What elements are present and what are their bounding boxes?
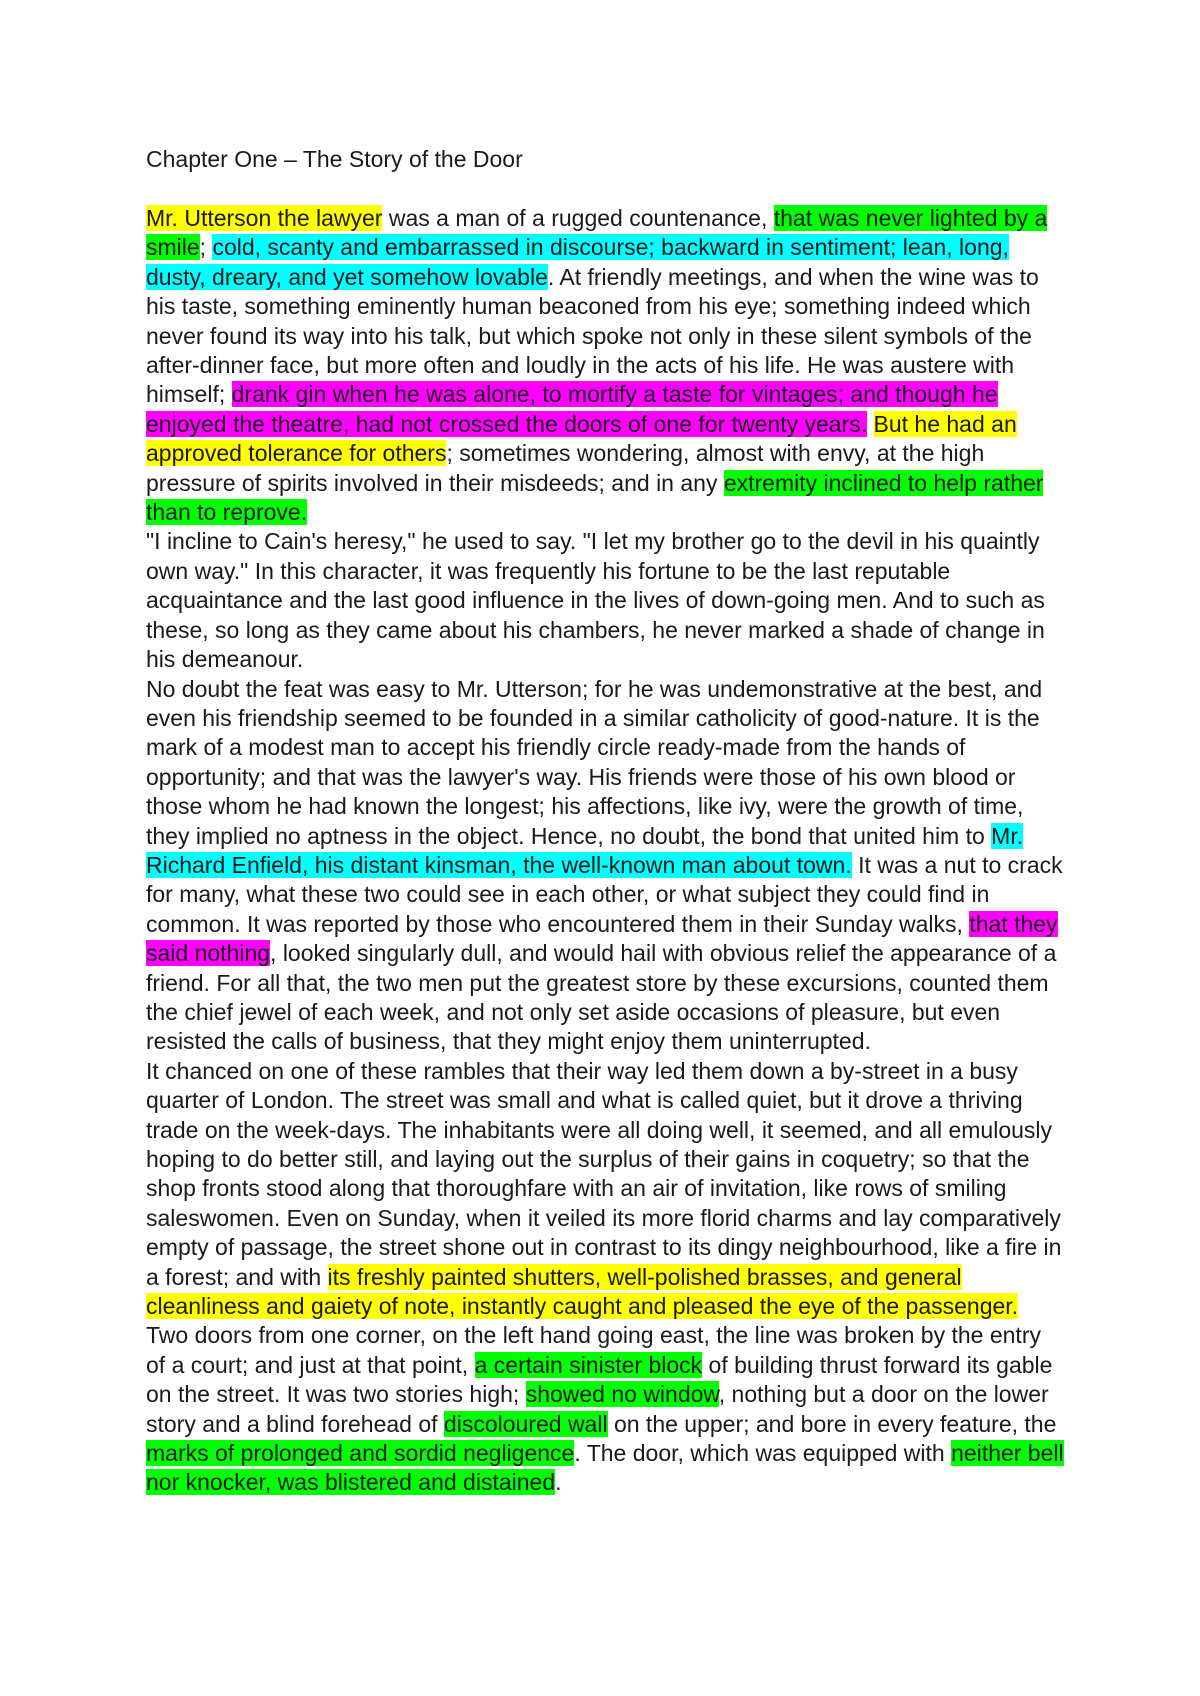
highlight-green: marks of prolonged and sordid negligence <box>146 1440 575 1467</box>
text-segment: . The door, which was equipped with <box>574 1440 952 1467</box>
highlight-yellow: Mr. Utterson the lawyer <box>146 205 383 231</box>
text-segment <box>867 411 873 437</box>
text-segment: on the upper; and bore in every feature, the <box>607 1410 1057 1437</box>
text-segment: of building thrust forward its gable on the street. It was two stories high; <box>146 1351 1053 1408</box>
paragraph <box>146 675 1066 1057</box>
highlight-cyan: cold, scanty and embarrassed in discourse; backward in sentiment; lean, long, dusty, dreary, and yet somehow lovable <box>146 234 1009 290</box>
highlight-green: a certain sinister block <box>474 1351 703 1378</box>
text-segment: It was a nut to crack for many, what these two could see in each other, or what subject they could find in common. It was reported by those who encountered them in their Sunday walks, <box>146 851 1063 937</box>
document-body <box>146 204 1066 1498</box>
paragraph <box>146 1057 1066 1322</box>
text-segment: No doubt the feat was easy to Mr. Utterson; for he was undemonstrative at the best, and even his friendship seemed to be founded in a similar catholicity of good-nature. It is the mark of a modest man to accept his friendly circle ready-made from the hands of opportunity; and that was the lawyer's way. His friends were those of his own blood or those whom he had known the longest; his affections, like ivy, were the growth of time, they implied no aptness in the object. Hence, no doubt, the bond that united him to <box>146 675 1043 849</box>
text-segment: Two doors from one corner, on the left hand going east, the line was broken by the entry of a court; and just at that point, <box>146 1322 1041 1378</box>
highlight-green: discoloured wall <box>443 1410 608 1437</box>
chapter-title: Chapter One – The Story of the Door <box>146 146 523 172</box>
highlight-green: extremity inclined to help rather than to reprove. <box>146 469 1044 526</box>
highlight-magenta: drank gin when he was alone, to mortify a taste for vintages; and though he enjoyed the theatre, had not crossed the doors of one for twenty years. <box>146 381 998 437</box>
text-segment: ; <box>199 234 213 261</box>
highlight-magenta: that they said nothing <box>146 910 1058 967</box>
highlight-yellow: But he had an approved tolerance for others <box>146 410 1017 467</box>
highlight-green: showed no window <box>525 1381 719 1408</box>
text-segment: , looked singularly dull, and would hail with obvious relief the appearance of a friend. For all that, the two men put the greatest store by these excursions, counted them the chief jewel of each week, and not only set aside occasions of pleasure, but even resisted the calls of business, that they might enjoy them uninterrupted. <box>146 940 1057 1055</box>
paragraph <box>146 1321 1066 1497</box>
text-segment: ; sometimes wondering, almost with envy, at the high pressure of spirits involved in their misdeeds; and in any <box>146 440 985 496</box>
text-segment: , nothing but a door on the lower story and a blind forehead of <box>146 1381 1049 1437</box>
highlight-yellow: its freshly painted shutters, well-polished brasses, and general cleanliness and gaiety of note, instantly caught and pleased the eye of the passenger. <box>146 1263 1019 1320</box>
text-segment: was a man of a rugged countenance, <box>382 205 774 231</box>
text-segment: . <box>555 1469 562 1496</box>
text-segment: "I incline to Cain's heresy," he used to say. "I let my brother go to the devil in his quaintly own way." In this character, it was frequently his fortune to be the last reputable acquaintance and the last good influence in the lives of down-going men. And to such as these, so long as they came about his chambers, he never marked a shade of change in his demeanour. <box>146 528 1045 673</box>
paragraph <box>146 527 1066 674</box>
highlight-green: that was never lighted by a smile <box>146 205 1048 261</box>
text-segment: It chanced on one of these rambles that their way led them down a by-street in a busy quarter of London. The street was small and what is called quiet, but it drove a thriving trade on the week-days. The inhabitants were all doing well, it seemed, and all emulously hoping to do better still, and laying out the surplus of their gains in coquetry; so that the shop fronts stood along that thoroughfare with an air of invitation, like rows of smiling saleswomen. Even on Sunday, when it veiled its more florid charms and lay comparatively empty of passage, the street shone out in contrast to its dingy neighbourhood, like a fire in a forest; and with <box>146 1057 1062 1290</box>
paragraph <box>146 204 1066 527</box>
highlight-cyan: Mr. Richard Enfield, his distant kinsman, the well-known man about town. <box>146 822 1024 878</box>
text-segment: . At friendly meetings, and when the wine was to his taste, something eminently human beaconed from his eye; something indeed which never found its way into his talk, but which spoke not only in these silent symbols of the after-dinner face, but more often and loudly in the acts of his life. He was austere with himself; <box>146 263 1039 408</box>
highlight-green: neither bell nor knocker, was blistered and distained <box>146 1440 1064 1496</box>
